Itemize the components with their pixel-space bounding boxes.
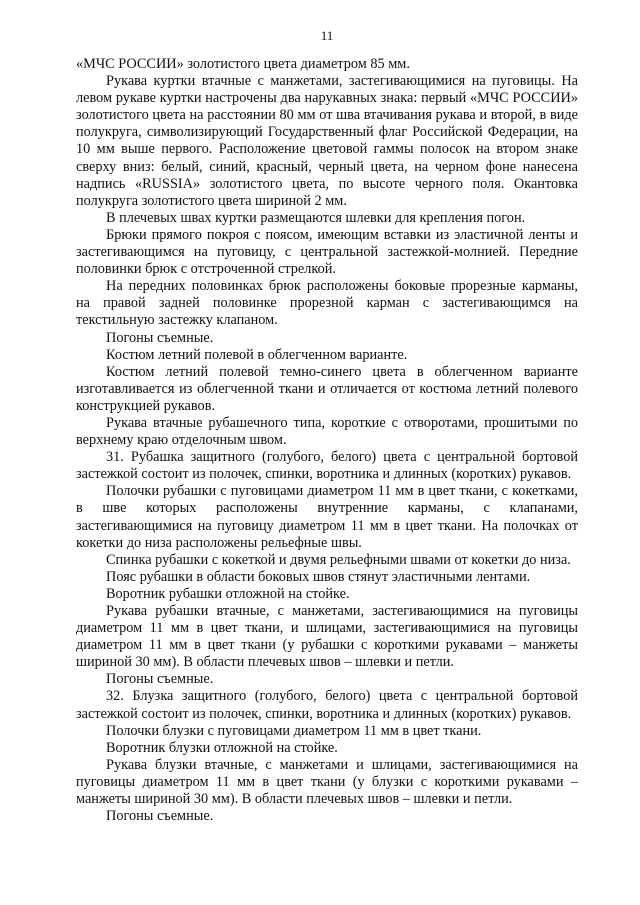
paragraph: 31. Рубашка защитного (голубого, белого) цвета с центральной бортовой застежкой состоит из полочек, спинки, воротника и длинных (коротких) рукавов.: [76, 449, 578, 483]
paragraph: Погоны съемные.: [106, 808, 214, 825]
paragraph: Рукава втачные рубашечного типа, короткие с отворотами, прошитыми по верхнему краю отделочным швом.: [76, 414, 578, 449]
paragraph: Костюм летний полевой в облегченном варианте.: [106, 346, 408, 363]
paragraph: Полочки блузки с пуговицами диаметром 11 мм в цвет ткани.: [106, 722, 482, 739]
paragraph: Пояс рубашки в области боковых швов стянут эластичными лентами.: [106, 568, 531, 585]
paragraph: Брюки прямого покроя с поясом, имеющим вставки из эластичной ленты и застегивающимся на пуговицу, с центральной застежкой-молнией. Передние половинки брюк с отстроченной стрелкой.: [76, 226, 578, 278]
paragraph: Рукава куртки втачные с манжетами, застегивающимися на пуговицы. На левом рукаве куртки настрочены два нарукавных знака: первый «МЧС РОССИИ» золотистого цвета на расстоянии 80 мм от шва втачивания рукава и второй, в виде полукруга, символизирующий Государственный флаг Российской Федерации, на 10 мм выше первого. Расположение цветовой гаммы полосок на втором знаке сверху вниз: белый, синий, красный, черный цвета, на черном фоне нанесена надпись «RUSSIA» золотистого цвета, по высоте черного поля. Окантовка полукруга золотистого цвета шириной 2 мм.: [76, 73, 578, 209]
paragraph: Костюм летний полевой темно-синего цвета в облегченном варианте изготавливается из облегченной ткани и отличается от костюма летний полевого конструкцией рукавов.: [76, 363, 578, 414]
paragraph: Спинка рубашки с кокеткой и двумя рельефными швами от кокетки до низа.: [106, 551, 571, 568]
paragraph: Погоны съемные.: [106, 671, 214, 688]
paragraph: Погоны съемные.: [106, 329, 214, 346]
paragraph: В плечевых швах куртки размещаются шлевки для крепления погон.: [106, 209, 526, 226]
paragraph: На передних половинках брюк расположены боковые прорезные карманы, на правой задней половинке прорезной карман с застегивающимся на текстильную застежку клапаном.: [76, 278, 578, 329]
page-number: 11: [320, 28, 334, 43]
paragraph: «МЧС РОССИИ» золотистого цвета диаметром 85 мм.: [76, 56, 410, 72]
paragraph: Рукава рубашки втачные, с манжетами, застегивающимися на пуговицы диаметром 11 мм в цвет ткани, и шлицами, застегивающимися на пуговицы диаметром 11 мм в цвет ткани (у рубашки с короткими рукавами – манжеты шириной 30 мм). В области плечевых швов – шлевки и петли.: [76, 603, 578, 671]
paragraph: Воротник рубашки отложной на стойке.: [106, 585, 350, 602]
paragraph: Рукава блузки втачные, с манжетами и шлицами, застегивающимися на пуговицы диаметром 11 мм в цвет ткани (у блузки с короткими рукавами – манжеты шириной 30 мм). В области плечевых швов – шлевки и петли.: [76, 756, 578, 808]
paragraph: Полочки рубашки с пуговицами диаметром 11 мм в цвет ткани, с кокетками, в шве которых расположены внутренние карманы, с клапанами, застегивающимися на пуговицу диаметром 11 мм в цвет ткани. На полочках от кокетки до низа расположены рельефные швы.: [76, 483, 578, 551]
paragraph: 32. Блузка защитного (голубого, белого) цвета с центральной бортовой застежкой состоит из полочек, спинки, воротника и длинных (коротких) рукавов.: [76, 688, 578, 722]
paragraph: Воротник блузки отложной на стойке.: [106, 739, 338, 756]
